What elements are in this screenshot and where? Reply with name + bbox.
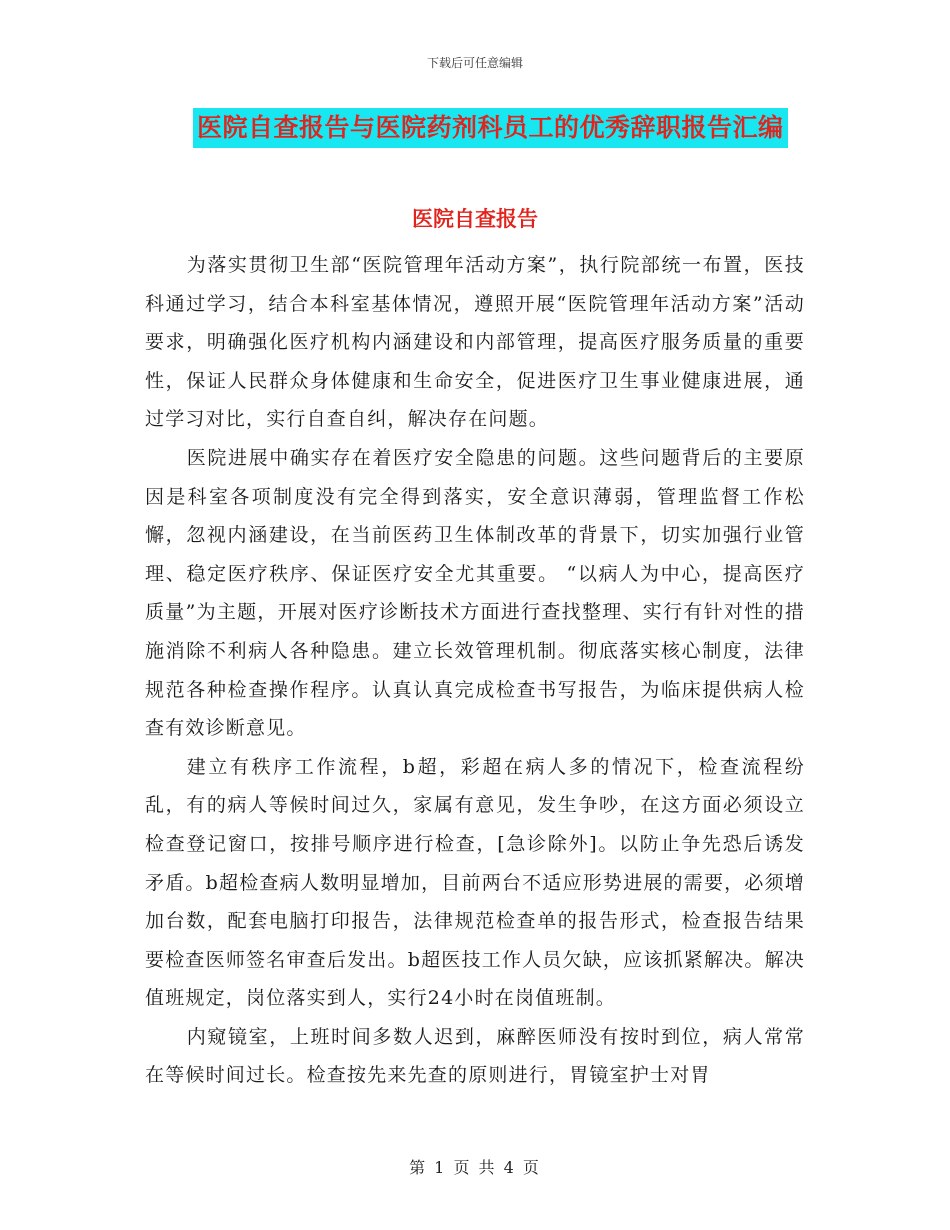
paragraph: 建立有秩序工作流程，b超，彩超在病人多的情况下，检查流程纷乱，有的病人等候时间过久，家属有意见，发生争吵，在这方面必须设立检查登记窗口，按排号顺序进行检查，[急诊除外]。以防止争先恐后诱发矛盾。b超检查病人数明显增加，目前两台不适应形势进展的需要，必须增加台数，配套电脑打印报告，法律规范检查单的报告形式，检查报告结果要检查医师签名审查后发出。b超医技工作人员欠缺，应该抓紧解决。解决值班规定，岗位落实到人，实行24小时在岗值班制。 — [145, 755, 805, 1010]
document-title: 医院自查报告与医院药剂科员工的优秀辞职报告汇编 — [193, 108, 788, 148]
paragraph: 内窥镜室，上班时间多数人迟到，麻醉医师没有按时到位，病人常常在等候时间过长。检查按先来先查的原则进行，胃镜室护士对胃 — [145, 1025, 805, 1087]
section-title: 医院自查报告 — [412, 206, 538, 231]
paragraph: 为落实贯彻卫生部“医院管理年活动方案”，执行院部统一布置，医技科通过学习，结合本科室基体情况，遵照开展“医院管理年活动方案”活动要求，明确强化医疗机构内涵建设和内部管理，提高医疗服务质量的重要性，保证人民群众身体健康和生命安全，促进医疗卫生事业健康进展，通过学习对比，实行自查自纠，解决存在问题。 — [145, 254, 805, 431]
page-footer: 第 1 页 共 4 页 — [409, 1158, 541, 1177]
body-text — [145, 246, 805, 1095]
header-note: 下载后可任意编辑 — [426, 56, 523, 70]
paragraph: 医院进展中确实存在着医疗安全隐患的问题。这些问题背后的主要原因是科室各项制度没有完全得到落实，安全意识薄弱，管理监督工作松懈，忽视内涵建设，在当前医药卫生体制改革的背景下，切实加强行业管理、稳定医疗秩序、保证医疗安全尤其重要。 “以病人为中心，提高医疗质量”为主题，开展对医疗诊断技术方面进行查找整理、实行有针对性的措施消除不利病人各种隐患。建立长效管理机制。彻底落实核心制度，法律规范各种检查操作程序。认真认真完成检查书写报告，为临床提供病人检查有效诊断意见。 — [145, 446, 805, 740]
